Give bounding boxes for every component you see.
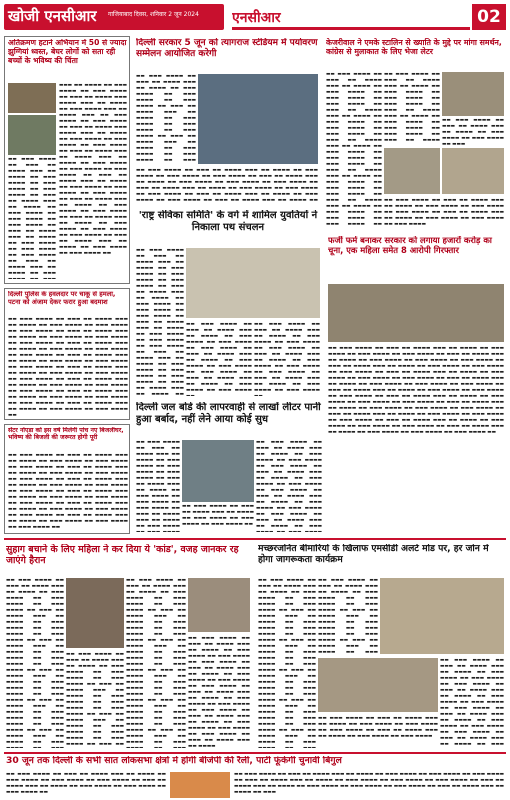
story-djb-headline: दिल्ली जल बोर्ड की लापरवाही से लाखों लीटर पानी हुआ बर्बाद, नहीं लेने आया कोई सुध: [136, 402, 321, 425]
story-kejriwal-headline: केजरीवाल ने एमके स्टालिन से ख्याति के मुद्दे पर मांगा समर्थन, कांग्रेस से मुलाकात के लिए भेजा लेटर: [326, 38, 502, 57]
story-mcd-alert-body-4: ▬▬ ▬▬▬ ▬▬▬▬ ▬▬ ▬▬▬ ▬▬ ▬▬▬▬ ▬▬▬ ▬▬ ▬▬▬▬ ▬▬ ▬▬▬ ▬▬▬▬ ▬▬ ▬▬▬ ▬▬▬▬ ▬▬ ▬▬▬ ▬▬▬▬ ▬▬ ▬▬▬ ▬▬ ▬▬▬▬ ▬▬▬ ▬▬ ▬▬▬▬ ▬▬ ▬▬▬ ▬▬▬▬ ▬▬ ▬▬▬ ▬▬▬▬ ▬▬ ▬▬▬ ▬▬▬▬ ▬▬ ▬▬▬ ▬▬ ▬▬▬▬ ▬▬▬ ▬▬ ▬▬▬▬ ▬▬ ▬▬▬ ▬▬▬▬ ▬▬ ▬▬▬ ▬▬▬▬ ▬▬ ▬▬▬ ▬▬▬▬ ▬▬ ▬▬▬ ▬▬ ▬▬▬▬ ▬▬▬ ▬▬ ▬▬▬▬ ▬▬ ▬▬▬: [440, 658, 504, 747]
paper-name: खोजी एनसीआर: [8, 7, 97, 25]
story-mcd-alert-body-2: ▬▬ ▬▬▬ ▬▬▬▬ ▬▬ ▬▬▬ ▬▬ ▬▬▬▬ ▬▬▬ ▬▬ ▬▬▬▬ ▬▬ ▬▬▬ ▬▬▬▬ ▬▬ ▬▬▬ ▬▬▬▬ ▬▬ ▬▬▬ ▬▬▬▬ ▬▬ ▬▬▬ ▬▬ ▬▬▬▬ ▬▬▬ ▬▬ ▬▬▬▬ ▬▬ ▬▬▬ ▬▬▬▬ ▬▬ ▬▬▬ ▬▬▬▬ ▬▬ ▬▬▬ ▬▬▬▬ ▬▬ ▬▬▬ ▬▬ ▬▬▬▬ ▬▬▬ ▬▬ ▬▬▬▬ ▬▬ ▬▬▬: [318, 578, 378, 654]
story-kejriwal: [324, 36, 506, 232]
story-fake-firm-body: ▬▬ ▬▬▬ ▬▬▬▬ ▬▬ ▬▬▬ ▬▬ ▬▬▬▬ ▬▬▬ ▬▬ ▬▬▬▬ ▬▬ ▬▬▬ ▬▬▬▬ ▬▬ ▬▬▬ ▬▬▬▬ ▬▬ ▬▬▬ ▬▬▬▬ ▬▬ ▬▬▬ ▬▬ ▬▬▬▬ ▬▬▬ ▬▬ ▬▬▬▬ ▬▬ ▬▬▬ ▬▬▬▬ ▬▬ ▬▬▬ ▬▬▬▬ ▬▬ ▬▬▬ ▬▬▬▬ ▬▬ ▬▬▬ ▬▬ ▬▬▬▬ ▬▬▬ ▬▬ ▬▬▬▬ ▬▬ ▬▬▬ ▬▬▬▬ ▬▬ ▬▬▬ ▬▬▬▬ ▬▬ ▬▬▬ ▬▬▬▬ ▬▬ ▬▬▬ ▬▬ ▬▬▬▬ ▬▬▬ ▬▬ ▬▬▬▬ ▬▬ ▬▬▬ ▬▬▬▬ ▬▬ ▬▬▬ ▬▬▬▬ ▬▬ ▬▬▬ ▬▬▬▬ ▬▬ ▬▬▬ ▬▬ ▬▬▬▬ ▬▬▬ ▬▬ ▬▬▬▬ ▬▬ ▬▬▬ ▬▬▬▬ ▬▬ ▬▬▬ ▬▬▬▬ ▬▬ ▬▬▬ ▬▬▬▬ ▬▬ ▬▬▬ ▬▬ ▬▬▬▬ ▬▬▬ ▬▬ ▬▬▬▬ ▬▬ ▬▬▬ ▬▬▬▬ ▬▬ ▬▬▬ ▬▬▬▬ ▬▬ ▬▬▬ ▬▬▬▬ ▬▬ ▬▬▬ ▬▬ ▬▬▬▬ ▬▬▬ ▬▬ ▬▬▬▬ ▬▬ ▬▬▬ ▬▬▬▬ ▬▬ ▬▬▬ ▬▬▬▬ ▬▬ ▬▬▬ ▬▬▬▬ ▬▬ ▬▬▬ ▬▬ ▬▬▬▬ ▬▬▬ ▬▬ ▬▬▬▬ ▬▬ ▬▬▬ ▬▬▬▬ ▬▬ ▬▬▬ ▬▬▬▬ ▬▬ ▬▬▬ ▬▬▬▬ ▬▬ ▬▬▬ ▬▬ ▬▬▬▬ ▬▬▬ ▬▬ ▬▬▬▬ ▬▬ ▬▬▬ ▬▬▬▬ ▬▬ ▬▬▬ ▬▬▬▬ ▬▬ ▬▬▬ ▬▬▬▬ ▬▬ ▬▬▬ ▬▬ ▬▬▬▬ ▬▬▬ ▬▬ ▬▬▬▬ ▬▬ ▬▬▬ ▬▬▬▬ ▬▬ ▬▬▬ ▬▬▬▬ ▬▬ ▬▬▬ ▬▬▬▬ ▬▬ ▬▬▬ ▬▬ ▬▬▬▬ ▬▬▬ ▬▬ ▬▬▬▬ ▬▬ ▬▬▬ ▬▬▬▬ ▬▬ ▬▬▬ ▬▬▬▬ ▬▬ ▬▬▬ ▬▬▬▬ ▬▬: [328, 346, 504, 435]
story-suhag-body: ▬▬ ▬▬▬ ▬▬▬▬ ▬▬ ▬▬▬ ▬▬ ▬▬▬▬ ▬▬▬ ▬▬ ▬▬▬▬ ▬▬ ▬▬▬ ▬▬▬▬ ▬▬ ▬▬▬ ▬▬▬▬ ▬▬ ▬▬▬ ▬▬▬▬ ▬▬ ▬▬▬ ▬▬ ▬▬▬▬ ▬▬▬ ▬▬ ▬▬▬▬ ▬▬ ▬▬▬ ▬▬▬▬ ▬▬ ▬▬▬ ▬▬▬▬ ▬▬ ▬▬▬ ▬▬▬▬ ▬▬ ▬▬▬ ▬▬ ▬▬▬▬ ▬▬▬ ▬▬ ▬▬▬▬ ▬▬ ▬▬▬ ▬▬▬▬ ▬▬ ▬▬▬ ▬▬▬▬ ▬▬ ▬▬▬ ▬▬▬▬ ▬▬ ▬▬▬ ▬▬ ▬▬▬▬ ▬▬▬ ▬▬ ▬▬▬▬ ▬▬ ▬▬▬ ▬▬▬▬ ▬▬ ▬▬▬ ▬▬▬▬ ▬▬ ▬▬▬ ▬▬▬▬ ▬▬ ▬▬▬ ▬▬ ▬▬▬▬ ▬▬▬ ▬▬ ▬▬▬▬ ▬▬ ▬▬▬ ▬▬▬▬ ▬▬ ▬▬▬ ▬▬▬▬ ▬▬ ▬▬▬ ▬▬▬▬ ▬▬ ▬▬▬ ▬▬ ▬▬▬▬ ▬▬▬ ▬▬ ▬▬▬▬ ▬▬ ▬▬▬: [6, 578, 64, 745]
story-djb-body-2: ▬▬ ▬▬▬ ▬▬▬▬ ▬▬ ▬▬▬ ▬▬ ▬▬▬▬ ▬▬▬ ▬▬ ▬▬▬▬ ▬▬ ▬▬▬ ▬▬▬▬ ▬▬ ▬▬▬ ▬▬▬▬ ▬▬ ▬▬▬ ▬▬▬▬ ▬▬: [182, 504, 254, 527]
story-environment: [134, 36, 320, 206]
story-power-station: [4, 424, 130, 534]
story-power-station-headline: सेंटर नोएडा को इस वर्ष मिलेगी पांच नए बिजलीघर, भविष्य की बिजली की जरूरत होगी पूरी: [8, 427, 124, 442]
story-environment-body: ▬▬ ▬▬▬ ▬▬▬▬ ▬▬ ▬▬▬ ▬▬ ▬▬▬▬ ▬▬▬ ▬▬ ▬▬▬▬ ▬▬ ▬▬▬ ▬▬▬▬ ▬▬ ▬▬▬ ▬▬▬▬ ▬▬ ▬▬▬ ▬▬▬▬ ▬▬ ▬▬▬ ▬▬ ▬▬▬▬ ▬▬▬ ▬▬ ▬▬▬▬ ▬▬ ▬▬▬ ▬▬▬▬ ▬▬ ▬▬▬ ▬▬▬▬ ▬▬ ▬▬▬ ▬▬▬▬ ▬▬ ▬▬▬ ▬▬ ▬▬▬▬ ▬▬▬ ▬▬ ▬▬▬▬ ▬▬ ▬▬▬ ▬▬▬▬ ▬▬ ▬▬▬ ▬▬▬▬ ▬▬ ▬▬▬: [136, 74, 196, 163]
story-bjp-rally: [4, 756, 506, 798]
story-mcd-alert: [256, 542, 506, 750]
page-number: 02: [472, 4, 506, 30]
story-kejriwal-body-2: ▬▬ ▬▬▬ ▬▬▬▬ ▬▬ ▬▬▬ ▬▬ ▬▬▬▬ ▬▬▬ ▬▬ ▬▬▬▬ ▬▬ ▬▬▬ ▬▬▬▬ ▬▬ ▬▬▬ ▬▬▬▬ ▬▬ ▬▬▬ ▬▬▬▬ ▬▬ ▬▬▬ ▬▬ ▬▬▬▬ ▬▬▬ ▬▬ ▬▬▬▬ ▬▬ ▬▬▬ ▬▬▬▬ ▬▬ ▬▬▬ ▬▬▬▬ ▬▬ ▬▬▬ ▬▬▬▬ ▬▬ ▬▬▬ ▬▬ ▬▬▬▬: [384, 72, 440, 143]
story-power-station-body: ▬▬ ▬▬▬ ▬▬▬▬ ▬▬ ▬▬▬ ▬▬ ▬▬▬▬ ▬▬▬ ▬▬ ▬▬▬▬ ▬▬ ▬▬▬ ▬▬▬▬ ▬▬ ▬▬▬ ▬▬▬▬ ▬▬ ▬▬▬ ▬▬▬▬ ▬▬ ▬▬▬ ▬▬ ▬▬▬▬ ▬▬▬ ▬▬ ▬▬▬▬ ▬▬ ▬▬▬ ▬▬▬▬ ▬▬ ▬▬▬ ▬▬▬▬ ▬▬ ▬▬▬ ▬▬▬▬ ▬▬ ▬▬▬ ▬▬ ▬▬▬▬ ▬▬▬ ▬▬ ▬▬▬▬ ▬▬ ▬▬▬ ▬▬▬▬ ▬▬ ▬▬▬ ▬▬▬▬ ▬▬ ▬▬▬ ▬▬▬▬ ▬▬ ▬▬▬ ▬▬ ▬▬▬▬ ▬▬▬ ▬▬ ▬▬▬▬ ▬▬ ▬▬▬ ▬▬▬▬ ▬▬ ▬▬▬ ▬▬▬▬ ▬▬ ▬▬▬ ▬▬▬▬ ▬▬ ▬▬▬ ▬▬ ▬▬▬▬ ▬▬▬ ▬▬ ▬▬▬▬ ▬▬ ▬▬▬ ▬▬▬▬ ▬▬ ▬▬▬ ▬▬▬▬ ▬▬ ▬▬▬ ▬▬▬▬ ▬▬ ▬▬▬ ▬▬ ▬▬▬▬ ▬▬▬ ▬▬ ▬▬▬▬ ▬▬ ▬▬▬ ▬▬▬▬ ▬▬ ▬▬▬ ▬▬▬▬ ▬▬ ▬▬▬ ▬▬▬▬ ▬▬: [8, 453, 128, 530]
story-djb-photo: [182, 440, 254, 502]
story-rss-body-2: ▬▬ ▬▬▬ ▬▬▬▬ ▬▬ ▬▬▬ ▬▬ ▬▬▬▬ ▬▬▬ ▬▬ ▬▬▬▬ ▬▬ ▬▬▬ ▬▬▬▬ ▬▬ ▬▬▬ ▬▬▬▬ ▬▬ ▬▬▬ ▬▬▬▬ ▬▬ ▬▬▬ ▬▬ ▬▬▬▬ ▬▬▬ ▬▬ ▬▬▬▬ ▬▬ ▬▬▬ ▬▬▬▬ ▬▬ ▬▬▬ ▬▬▬▬ ▬▬ ▬▬▬ ▬▬▬▬ ▬▬ ▬▬▬ ▬▬ ▬▬▬▬ ▬▬▬ ▬▬ ▬▬▬▬ ▬▬ ▬▬▬ ▬▬▬▬ ▬▬ ▬▬▬ ▬▬▬▬: [186, 322, 252, 393]
story-djb: [134, 400, 324, 534]
story-fake-firm-headline: फर्जी फर्म बनाकर सरकार को लगाया हजारों करोड़ का चूना, एक महिला समेत 8 आरोपी गिरफ्तार: [328, 236, 492, 255]
story-rss-headline: 'राष्ट्र सेविका समिति' के वर्ग में शामिल युवतियों ने निकाला पथ संचलन: [138, 210, 318, 233]
story-bjp-rally-body: ▬▬ ▬▬▬ ▬▬▬▬ ▬▬ ▬▬▬ ▬▬ ▬▬▬▬ ▬▬▬ ▬▬ ▬▬▬▬ ▬▬ ▬▬▬ ▬▬▬▬ ▬▬ ▬▬▬ ▬▬▬▬ ▬▬ ▬▬▬ ▬▬▬▬ ▬▬ ▬▬▬ ▬▬ ▬▬▬▬ ▬▬▬ ▬▬ ▬▬▬▬ ▬▬ ▬▬▬ ▬▬▬▬ ▬▬ ▬▬▬ ▬▬▬▬ ▬▬ ▬▬▬ ▬▬▬▬ ▬▬: [6, 772, 166, 795]
story-djb-body: ▬▬ ▬▬▬ ▬▬▬▬ ▬▬ ▬▬▬ ▬▬ ▬▬▬▬ ▬▬▬ ▬▬ ▬▬▬▬ ▬▬ ▬▬▬ ▬▬▬▬ ▬▬ ▬▬▬ ▬▬▬▬ ▬▬ ▬▬▬ ▬▬▬▬ ▬▬ ▬▬▬ ▬▬ ▬▬▬▬ ▬▬▬ ▬▬ ▬▬▬▬ ▬▬ ▬▬▬ ▬▬▬▬ ▬▬ ▬▬▬ ▬▬▬▬ ▬▬ ▬▬▬ ▬▬▬▬ ▬▬ ▬▬▬ ▬▬ ▬▬▬▬ ▬▬▬ ▬▬ ▬▬▬▬ ▬▬ ▬▬▬ ▬▬▬▬: [136, 440, 180, 529]
story-environment-headline: दिल्ली सरकार 5 जून को त्यागराज स्टेडियम में पर्यावरण सम्मेलन आयोजित करेगी: [136, 38, 318, 59]
story-kejriwal-photo-2: [384, 148, 440, 194]
story-rss-body-3: ▬▬ ▬▬▬ ▬▬▬▬ ▬▬ ▬▬▬ ▬▬ ▬▬▬▬ ▬▬▬ ▬▬ ▬▬▬▬ ▬▬ ▬▬▬ ▬▬▬▬ ▬▬ ▬▬▬ ▬▬▬▬ ▬▬ ▬▬▬ ▬▬▬▬ ▬▬ ▬▬▬ ▬▬ ▬▬▬▬ ▬▬▬ ▬▬ ▬▬▬▬ ▬▬ ▬▬▬ ▬▬▬▬ ▬▬ ▬▬▬ ▬▬▬▬ ▬▬ ▬▬▬ ▬▬▬▬ ▬▬ ▬▬▬ ▬▬ ▬▬▬▬ ▬▬▬ ▬▬ ▬▬▬▬ ▬▬ ▬▬▬ ▬▬▬▬ ▬▬ ▬▬▬ ▬▬▬▬: [254, 322, 320, 393]
story-kejriwal-photo-3: [442, 148, 504, 194]
story-police-attack: [4, 288, 130, 420]
story-eviction-photo-2: [8, 115, 56, 155]
story-eviction-body-2: ▬▬ ▬▬▬ ▬▬▬▬ ▬▬ ▬▬▬ ▬▬ ▬▬▬▬ ▬▬▬ ▬▬ ▬▬▬▬ ▬▬ ▬▬▬ ▬▬▬▬ ▬▬ ▬▬▬ ▬▬▬▬ ▬▬ ▬▬▬ ▬▬▬▬ ▬▬ ▬▬▬ ▬▬ ▬▬▬▬ ▬▬▬ ▬▬ ▬▬▬▬ ▬▬ ▬▬▬ ▬▬▬▬ ▬▬ ▬▬▬ ▬▬▬▬ ▬▬ ▬▬▬ ▬▬▬▬ ▬▬ ▬▬▬ ▬▬ ▬▬▬▬ ▬▬▬ ▬▬ ▬▬▬▬ ▬▬ ▬▬▬ ▬▬▬▬ ▬▬ ▬▬▬ ▬▬▬▬ ▬▬ ▬▬▬ ▬▬▬▬ ▬▬ ▬▬▬ ▬▬ ▬▬▬▬ ▬▬▬ ▬▬ ▬▬▬▬ ▬▬ ▬▬▬: [8, 157, 56, 276]
story-suhag-headline: सुहाग बचाने के लिए महिला ने कर दिया ये 'कांड', वजह जानकर रह जाएंगे हैरान: [6, 544, 239, 567]
story-suhag-photo: [66, 578, 124, 648]
section-header: [232, 4, 470, 30]
story-bjp-rally-body-2: ▬▬ ▬▬▬ ▬▬▬▬ ▬▬ ▬▬▬ ▬▬ ▬▬▬▬ ▬▬▬ ▬▬ ▬▬▬▬ ▬▬ ▬▬▬ ▬▬▬▬ ▬▬ ▬▬▬ ▬▬▬▬ ▬▬ ▬▬▬ ▬▬▬▬ ▬▬ ▬▬▬ ▬▬ ▬▬▬▬ ▬▬▬ ▬▬ ▬▬▬▬ ▬▬ ▬▬▬ ▬▬▬▬ ▬▬ ▬▬▬ ▬▬▬▬ ▬▬ ▬▬▬ ▬▬▬▬ ▬▬ ▬▬▬ ▬▬ ▬▬▬▬ ▬▬▬ ▬▬ ▬▬▬▬ ▬▬ ▬▬▬ ▬▬▬▬ ▬▬ ▬▬▬ ▬▬▬▬ ▬▬ ▬▬▬ ▬▬▬▬ ▬▬ ▬▬▬ ▬▬ ▬▬▬▬ ▬▬▬ ▬▬ ▬▬▬▬ ▬▬ ▬▬▬: [234, 772, 504, 795]
story-environment-body-2: ▬▬ ▬▬▬ ▬▬▬▬ ▬▬ ▬▬▬ ▬▬ ▬▬▬▬ ▬▬▬ ▬▬ ▬▬▬▬ ▬▬ ▬▬▬ ▬▬▬▬ ▬▬ ▬▬▬ ▬▬▬▬ ▬▬ ▬▬▬ ▬▬▬▬ ▬▬ ▬▬▬ ▬▬ ▬▬▬▬ ▬▬▬ ▬▬ ▬▬▬▬ ▬▬ ▬▬▬ ▬▬▬▬ ▬▬ ▬▬▬ ▬▬▬▬ ▬▬ ▬▬▬ ▬▬▬▬ ▬▬ ▬▬▬ ▬▬ ▬▬▬▬ ▬▬▬ ▬▬ ▬▬▬▬ ▬▬ ▬▬▬ ▬▬▬▬ ▬▬ ▬▬▬ ▬▬▬▬ ▬▬ ▬▬▬ ▬▬▬▬ ▬▬ ▬▬▬ ▬▬ ▬▬▬▬ ▬▬▬ ▬▬ ▬▬▬▬ ▬▬ ▬▬▬ ▬▬▬▬ ▬▬ ▬▬▬ ▬▬▬▬ ▬▬ ▬▬▬ ▬▬ ▬▬▬▬ ▬▬▬ ▬▬ ▬▬▬▬ ▬▬: [136, 168, 318, 203]
story-eviction-body: ▬▬▬ ▬▬ ▬▬▬▬ ▬▬ ▬▬▬ ▬▬▬▬ ▬▬ ▬▬▬ ▬▬▬▬ ▬▬ ▬▬▬ ▬▬ ▬▬▬▬ ▬▬▬ ▬▬▬▬ ▬▬▬ ▬▬ ▬▬▬▬ ▬▬ ▬▬▬ ▬▬▬▬ ▬▬▬ ▬▬ ▬▬▬▬ ▬▬▬ ▬▬ ▬▬▬ ▬▬▬▬ ▬▬ ▬▬▬ ▬▬▬▬ ▬▬ ▬▬▬ ▬▬ ▬▬▬▬ ▬▬▬ ▬▬▬▬ ▬▬▬ ▬▬ ▬▬▬▬ ▬▬ ▬▬▬ ▬▬▬▬ ▬▬ ▬▬▬ ▬▬▬▬ ▬▬ ▬▬▬ ▬▬▬▬ ▬▬ ▬▬▬ ▬▬ ▬▬▬▬ ▬▬▬ ▬▬ ▬▬▬▬ ▬▬▬ ▬▬ ▬▬▬▬ ▬▬ ▬▬▬ ▬▬▬▬ ▬▬ ▬▬▬ ▬▬▬▬ ▬▬ ▬▬▬ ▬▬▬▬ ▬▬ ▬▬▬ ▬▬ ▬▬▬▬ ▬▬▬ ▬▬ ▬▬▬▬ ▬▬ ▬▬▬ ▬▬▬▬ ▬▬ ▬▬▬ ▬▬▬▬ ▬▬ ▬▬▬ ▬▬▬▬ ▬▬ ▬▬▬ ▬▬ ▬▬▬▬ ▬▬▬ ▬▬ ▬▬▬▬ ▬▬ ▬▬▬ ▬▬▬▬ ▬▬ ▬▬▬ ▬▬▬▬ ▬▬ ▬▬▬ ▬▬ ▬▬▬▬ ▬▬▬ ▬▬ ▬▬▬▬ ▬▬ ▬▬▬ ▬▬▬▬ ▬▬ ▬▬▬ ▬▬▬▬ ▬▬ ▬▬▬ ▬▬▬▬ ▬▬ ▬▬▬ ▬▬ ▬▬▬▬ ▬▬▬ ▬▬ ▬▬▬▬ ▬▬ ▬▬▬ ▬▬▬▬ ▬▬ ▬▬▬ ▬▬▬▬ ▬▬: [59, 83, 127, 256]
section-title: एनसीआर: [232, 10, 281, 26]
story-mcd-alert-photo: [380, 578, 504, 654]
story-suhag-photo-2: [188, 578, 250, 632]
story-mcd-alert-body: ▬▬ ▬▬▬ ▬▬▬▬ ▬▬ ▬▬▬ ▬▬ ▬▬▬▬ ▬▬▬ ▬▬ ▬▬▬▬ ▬▬ ▬▬▬ ▬▬▬▬ ▬▬ ▬▬▬ ▬▬▬▬ ▬▬ ▬▬▬ ▬▬▬▬ ▬▬ ▬▬▬ ▬▬ ▬▬▬▬ ▬▬▬ ▬▬ ▬▬▬▬ ▬▬ ▬▬▬ ▬▬▬▬ ▬▬ ▬▬▬ ▬▬▬▬ ▬▬ ▬▬▬ ▬▬▬▬ ▬▬ ▬▬▬ ▬▬ ▬▬▬▬ ▬▬▬ ▬▬ ▬▬▬▬ ▬▬ ▬▬▬ ▬▬▬▬ ▬▬ ▬▬▬ ▬▬▬▬ ▬▬ ▬▬▬ ▬▬▬▬ ▬▬ ▬▬▬ ▬▬ ▬▬▬▬ ▬▬▬ ▬▬ ▬▬▬▬ ▬▬ ▬▬▬ ▬▬▬▬ ▬▬ ▬▬▬ ▬▬▬▬ ▬▬ ▬▬▬ ▬▬▬▬ ▬▬ ▬▬▬ ▬▬ ▬▬▬▬ ▬▬▬ ▬▬ ▬▬▬▬ ▬▬ ▬▬▬ ▬▬▬▬ ▬▬ ▬▬▬ ▬▬▬▬ ▬▬ ▬▬▬ ▬▬▬▬ ▬▬ ▬▬▬ ▬▬ ▬▬▬▬ ▬▬▬ ▬▬ ▬▬▬▬ ▬▬ ▬▬▬: [258, 578, 316, 745]
story-police-attack-headline: दिल्ली पुलिस के हवलदार पर चाकू से हमला, पटना को अंजाम देकर फरार हुआ बदमाश: [8, 291, 116, 306]
story-environment-photo: [198, 74, 318, 164]
story-police-attack-body: ▬▬ ▬▬▬ ▬▬▬▬ ▬▬ ▬▬▬ ▬▬ ▬▬▬▬ ▬▬▬ ▬▬ ▬▬▬▬ ▬▬ ▬▬▬ ▬▬▬▬ ▬▬ ▬▬▬ ▬▬▬▬ ▬▬ ▬▬▬ ▬▬▬▬ ▬▬ ▬▬▬ ▬▬ ▬▬▬▬ ▬▬▬ ▬▬ ▬▬▬▬ ▬▬ ▬▬▬ ▬▬▬▬ ▬▬ ▬▬▬ ▬▬▬▬ ▬▬ ▬▬▬ ▬▬▬▬ ▬▬ ▬▬▬ ▬▬ ▬▬▬▬ ▬▬▬ ▬▬ ▬▬▬▬ ▬▬ ▬▬▬ ▬▬▬▬ ▬▬ ▬▬▬ ▬▬▬▬ ▬▬ ▬▬▬ ▬▬▬▬ ▬▬ ▬▬▬ ▬▬ ▬▬▬▬ ▬▬▬ ▬▬ ▬▬▬▬ ▬▬ ▬▬▬ ▬▬▬▬ ▬▬ ▬▬▬ ▬▬▬▬ ▬▬ ▬▬▬ ▬▬▬▬ ▬▬ ▬▬▬ ▬▬ ▬▬▬▬ ▬▬▬ ▬▬ ▬▬▬▬ ▬▬ ▬▬▬ ▬▬▬▬ ▬▬ ▬▬▬ ▬▬▬▬ ▬▬ ▬▬▬ ▬▬▬▬ ▬▬ ▬▬▬ ▬▬ ▬▬▬▬ ▬▬▬ ▬▬ ▬▬▬▬ ▬▬ ▬▬▬ ▬▬▬▬ ▬▬ ▬▬▬ ▬▬▬▬ ▬▬ ▬▬▬ ▬▬▬▬ ▬▬ ▬▬▬ ▬▬ ▬▬▬▬ ▬▬▬ ▬▬ ▬▬▬▬ ▬▬ ▬▬▬ ▬▬▬▬ ▬▬ ▬▬▬ ▬▬▬▬ ▬▬ ▬▬▬ ▬▬▬▬ ▬▬ ▬▬▬ ▬▬ ▬▬▬▬ ▬▬▬ ▬▬ ▬▬▬▬ ▬▬ ▬▬▬ ▬▬▬▬ ▬▬ ▬▬▬ ▬▬▬▬ ▬▬: [8, 317, 128, 417]
story-kejriwal-body: ▬▬ ▬▬▬ ▬▬▬▬ ▬▬ ▬▬▬ ▬▬ ▬▬▬▬ ▬▬▬ ▬▬ ▬▬▬▬ ▬▬ ▬▬▬ ▬▬▬▬ ▬▬ ▬▬▬ ▬▬▬▬ ▬▬ ▬▬▬ ▬▬▬▬ ▬▬ ▬▬▬ ▬▬ ▬▬▬▬ ▬▬▬ ▬▬ ▬▬▬▬ ▬▬ ▬▬▬ ▬▬▬▬ ▬▬ ▬▬▬ ▬▬▬▬ ▬▬ ▬▬▬ ▬▬▬▬ ▬▬ ▬▬▬ ▬▬ ▬▬▬▬ ▬▬▬ ▬▬ ▬▬▬▬ ▬▬ ▬▬▬ ▬▬▬▬ ▬▬ ▬▬▬ ▬▬▬▬ ▬▬ ▬▬▬ ▬▬▬▬ ▬▬ ▬▬▬ ▬▬ ▬▬▬▬ ▬▬▬ ▬▬ ▬▬▬▬ ▬▬ ▬▬▬ ▬▬▬▬ ▬▬ ▬▬▬ ▬▬▬▬ ▬▬ ▬▬▬ ▬▬▬▬ ▬▬ ▬▬▬ ▬▬ ▬▬▬▬ ▬▬▬ ▬▬ ▬▬▬▬ ▬▬ ▬▬▬ ▬▬▬▬ ▬▬ ▬▬▬ ▬▬▬▬ ▬▬ ▬▬▬ ▬▬▬▬ ▬▬: [326, 72, 382, 227]
story-rss: [134, 208, 322, 398]
story-kejriwal-photo: [442, 72, 504, 116]
story-suhag-body-3: ▬▬ ▬▬▬ ▬▬▬▬ ▬▬ ▬▬▬ ▬▬ ▬▬▬▬ ▬▬▬ ▬▬ ▬▬▬▬ ▬▬ ▬▬▬ ▬▬▬▬ ▬▬ ▬▬▬ ▬▬▬▬ ▬▬ ▬▬▬ ▬▬▬▬ ▬▬ ▬▬▬ ▬▬ ▬▬▬▬ ▬▬▬ ▬▬ ▬▬▬▬ ▬▬ ▬▬▬ ▬▬▬▬ ▬▬ ▬▬▬ ▬▬▬▬ ▬▬ ▬▬▬ ▬▬▬▬ ▬▬ ▬▬▬ ▬▬ ▬▬▬▬ ▬▬▬ ▬▬ ▬▬▬▬ ▬▬ ▬▬▬ ▬▬▬▬ ▬▬ ▬▬▬ ▬▬▬▬ ▬▬ ▬▬▬ ▬▬▬▬ ▬▬ ▬▬▬ ▬▬ ▬▬▬▬ ▬▬▬ ▬▬ ▬▬▬▬ ▬▬ ▬▬▬ ▬▬▬▬ ▬▬ ▬▬▬ ▬▬▬▬ ▬▬ ▬▬▬ ▬▬▬▬ ▬▬ ▬▬▬ ▬▬ ▬▬▬▬ ▬▬▬ ▬▬ ▬▬▬▬ ▬▬ ▬▬▬ ▬▬▬▬ ▬▬ ▬▬▬ ▬▬▬▬ ▬▬ ▬▬▬ ▬▬▬▬ ▬▬ ▬▬▬ ▬▬ ▬▬▬▬ ▬▬▬ ▬▬ ▬▬▬▬ ▬▬ ▬▬▬: [126, 578, 186, 745]
story-fake-firm: [326, 234, 506, 502]
masthead-brand: [4, 4, 224, 30]
story-mcd-alert-body-3: ▬▬ ▬▬▬ ▬▬▬▬ ▬▬ ▬▬▬ ▬▬ ▬▬▬▬ ▬▬▬ ▬▬ ▬▬▬▬ ▬▬ ▬▬▬ ▬▬▬▬ ▬▬ ▬▬▬ ▬▬▬▬ ▬▬ ▬▬▬ ▬▬▬▬ ▬▬ ▬▬▬ ▬▬ ▬▬▬▬ ▬▬▬ ▬▬ ▬▬▬▬ ▬▬ ▬▬▬ ▬▬▬▬ ▬▬ ▬▬▬ ▬▬▬▬: [318, 716, 438, 739]
story-suhag-body-2: ▬▬ ▬▬▬ ▬▬▬▬ ▬▬ ▬▬▬ ▬▬ ▬▬▬▬ ▬▬▬ ▬▬ ▬▬▬▬ ▬▬ ▬▬▬ ▬▬▬▬ ▬▬ ▬▬▬ ▬▬▬▬ ▬▬ ▬▬▬ ▬▬▬▬ ▬▬ ▬▬▬ ▬▬ ▬▬▬▬ ▬▬▬ ▬▬ ▬▬▬▬ ▬▬ ▬▬▬ ▬▬▬▬ ▬▬ ▬▬▬ ▬▬▬▬ ▬▬ ▬▬▬ ▬▬▬▬ ▬▬ ▬▬▬ ▬▬ ▬▬▬▬ ▬▬▬ ▬▬ ▬▬▬▬ ▬▬ ▬▬▬ ▬▬▬▬ ▬▬ ▬▬▬ ▬▬▬▬ ▬▬ ▬▬▬ ▬▬▬▬ ▬▬ ▬▬▬ ▬▬: [66, 652, 124, 747]
story-eviction-headline: अतिक्रमण हटाने अभियान में 50 से ज्यादा झुग्गियां ध्वस्त, बेघर लोगों को सता रही बच्चों के भविष्य की चिंता: [8, 39, 127, 65]
story-kejriwal-body-3: ▬▬ ▬▬▬ ▬▬▬▬ ▬▬ ▬▬▬ ▬▬ ▬▬▬▬ ▬▬▬ ▬▬ ▬▬▬▬ ▬▬ ▬▬▬ ▬▬▬▬ ▬▬ ▬▬▬ ▬▬▬▬ ▬▬ ▬▬▬: [442, 118, 504, 146]
story-rss-photo: [186, 248, 320, 318]
story-mcd-alert-photo-2: [318, 658, 438, 712]
section-divider: [4, 538, 506, 540]
story-suhag-body-4: ▬▬ ▬▬▬ ▬▬▬▬ ▬▬ ▬▬▬ ▬▬ ▬▬▬▬ ▬▬▬ ▬▬ ▬▬▬▬ ▬▬ ▬▬▬ ▬▬▬▬ ▬▬ ▬▬▬ ▬▬▬▬ ▬▬ ▬▬▬ ▬▬▬▬ ▬▬ ▬▬▬ ▬▬ ▬▬▬▬ ▬▬▬ ▬▬ ▬▬▬▬ ▬▬ ▬▬▬ ▬▬▬▬ ▬▬ ▬▬▬ ▬▬▬▬ ▬▬ ▬▬▬ ▬▬▬▬ ▬▬ ▬▬▬ ▬▬ ▬▬▬▬ ▬▬▬ ▬▬ ▬▬▬▬ ▬▬ ▬▬▬ ▬▬▬▬ ▬▬ ▬▬▬ ▬▬▬▬ ▬▬ ▬▬▬ ▬▬▬▬ ▬▬ ▬▬▬ ▬▬ ▬▬▬▬ ▬▬▬ ▬▬ ▬▬▬▬ ▬▬ ▬▬▬ ▬▬▬▬ ▬▬ ▬▬▬ ▬▬▬▬ ▬▬ ▬▬▬ ▬▬▬▬ ▬▬ ▬▬▬ ▬▬ ▬▬▬▬ ▬▬▬ ▬▬ ▬▬▬▬: [188, 636, 250, 748]
story-bjp-rally-headline: 30 जून तक दिल्ली के सभी सात लोकसभा क्षेत्रों में होगी बीजेपी की रैली, पार्टी फूंकेगी चुनावी बिगुल: [6, 756, 342, 766]
story-suhag: [4, 542, 252, 750]
footer-divider: [4, 752, 506, 754]
story-eviction: [4, 36, 130, 284]
story-kejriwal-body-4: ▬▬ ▬▬▬ ▬▬▬▬ ▬▬ ▬▬▬ ▬▬ ▬▬▬▬ ▬▬▬ ▬▬ ▬▬▬▬ ▬▬ ▬▬▬ ▬▬▬▬ ▬▬ ▬▬▬ ▬▬▬▬ ▬▬ ▬▬▬ ▬▬▬▬ ▬▬ ▬▬▬ ▬▬ ▬▬▬▬ ▬▬▬ ▬▬ ▬▬▬▬ ▬▬ ▬▬▬ ▬▬▬▬ ▬▬ ▬▬▬ ▬▬▬▬ ▬▬ ▬▬▬ ▬▬▬▬: [384, 198, 504, 227]
story-fake-firm-photo: [328, 284, 504, 342]
story-eviction-photo: [8, 83, 56, 113]
story-bjp-rally-photo: [170, 772, 230, 798]
story-djb-body-3: ▬▬ ▬▬▬ ▬▬▬▬ ▬▬ ▬▬▬ ▬▬ ▬▬▬▬ ▬▬▬ ▬▬ ▬▬▬▬ ▬▬ ▬▬▬ ▬▬▬▬ ▬▬ ▬▬▬ ▬▬▬▬ ▬▬ ▬▬▬ ▬▬▬▬ ▬▬ ▬▬▬ ▬▬ ▬▬▬▬ ▬▬▬ ▬▬ ▬▬▬▬ ▬▬ ▬▬▬ ▬▬▬▬ ▬▬ ▬▬▬ ▬▬▬▬ ▬▬ ▬▬▬ ▬▬▬▬ ▬▬ ▬▬▬ ▬▬ ▬▬▬▬ ▬▬▬ ▬▬ ▬▬▬▬ ▬▬ ▬▬▬ ▬▬▬▬ ▬▬ ▬▬▬ ▬▬▬▬ ▬▬ ▬▬▬ ▬▬▬▬ ▬▬ ▬▬▬ ▬▬ ▬▬▬▬ ▬▬▬ ▬▬ ▬▬▬▬ ▬▬ ▬▬▬: [256, 440, 322, 529]
date-line: गाजियाबाद दिवस, शनिवार 2 जून 2024: [108, 11, 199, 18]
story-rss-body: ▬▬ ▬▬▬ ▬▬▬▬ ▬▬ ▬▬▬ ▬▬ ▬▬▬▬ ▬▬▬ ▬▬ ▬▬▬▬ ▬▬ ▬▬▬ ▬▬▬▬ ▬▬ ▬▬▬ ▬▬▬▬ ▬▬ ▬▬▬ ▬▬▬▬ ▬▬ ▬▬▬ ▬▬ ▬▬▬▬ ▬▬▬ ▬▬ ▬▬▬▬ ▬▬ ▬▬▬ ▬▬▬▬ ▬▬ ▬▬▬ ▬▬▬▬ ▬▬ ▬▬▬ ▬▬▬▬ ▬▬ ▬▬▬ ▬▬ ▬▬▬▬ ▬▬▬ ▬▬ ▬▬▬▬ ▬▬ ▬▬▬ ▬▬▬▬ ▬▬ ▬▬▬ ▬▬▬▬ ▬▬ ▬▬▬ ▬▬▬▬ ▬▬ ▬▬▬ ▬▬ ▬▬▬▬ ▬▬▬ ▬▬ ▬▬▬▬ ▬▬ ▬▬▬ ▬▬▬▬ ▬▬ ▬▬▬ ▬▬▬▬ ▬▬ ▬▬▬ ▬▬▬▬ ▬▬ ▬▬▬ ▬▬ ▬▬▬▬ ▬▬▬ ▬▬ ▬▬▬▬ ▬▬: [136, 248, 184, 396]
story-mcd-alert-headline: मच्छरजनित बीमारियों के खिलाफ एमसीडी अलर्ट मोड पर, हर जोन में होगा जागरूकता कार्यक्रम: [258, 544, 489, 565]
